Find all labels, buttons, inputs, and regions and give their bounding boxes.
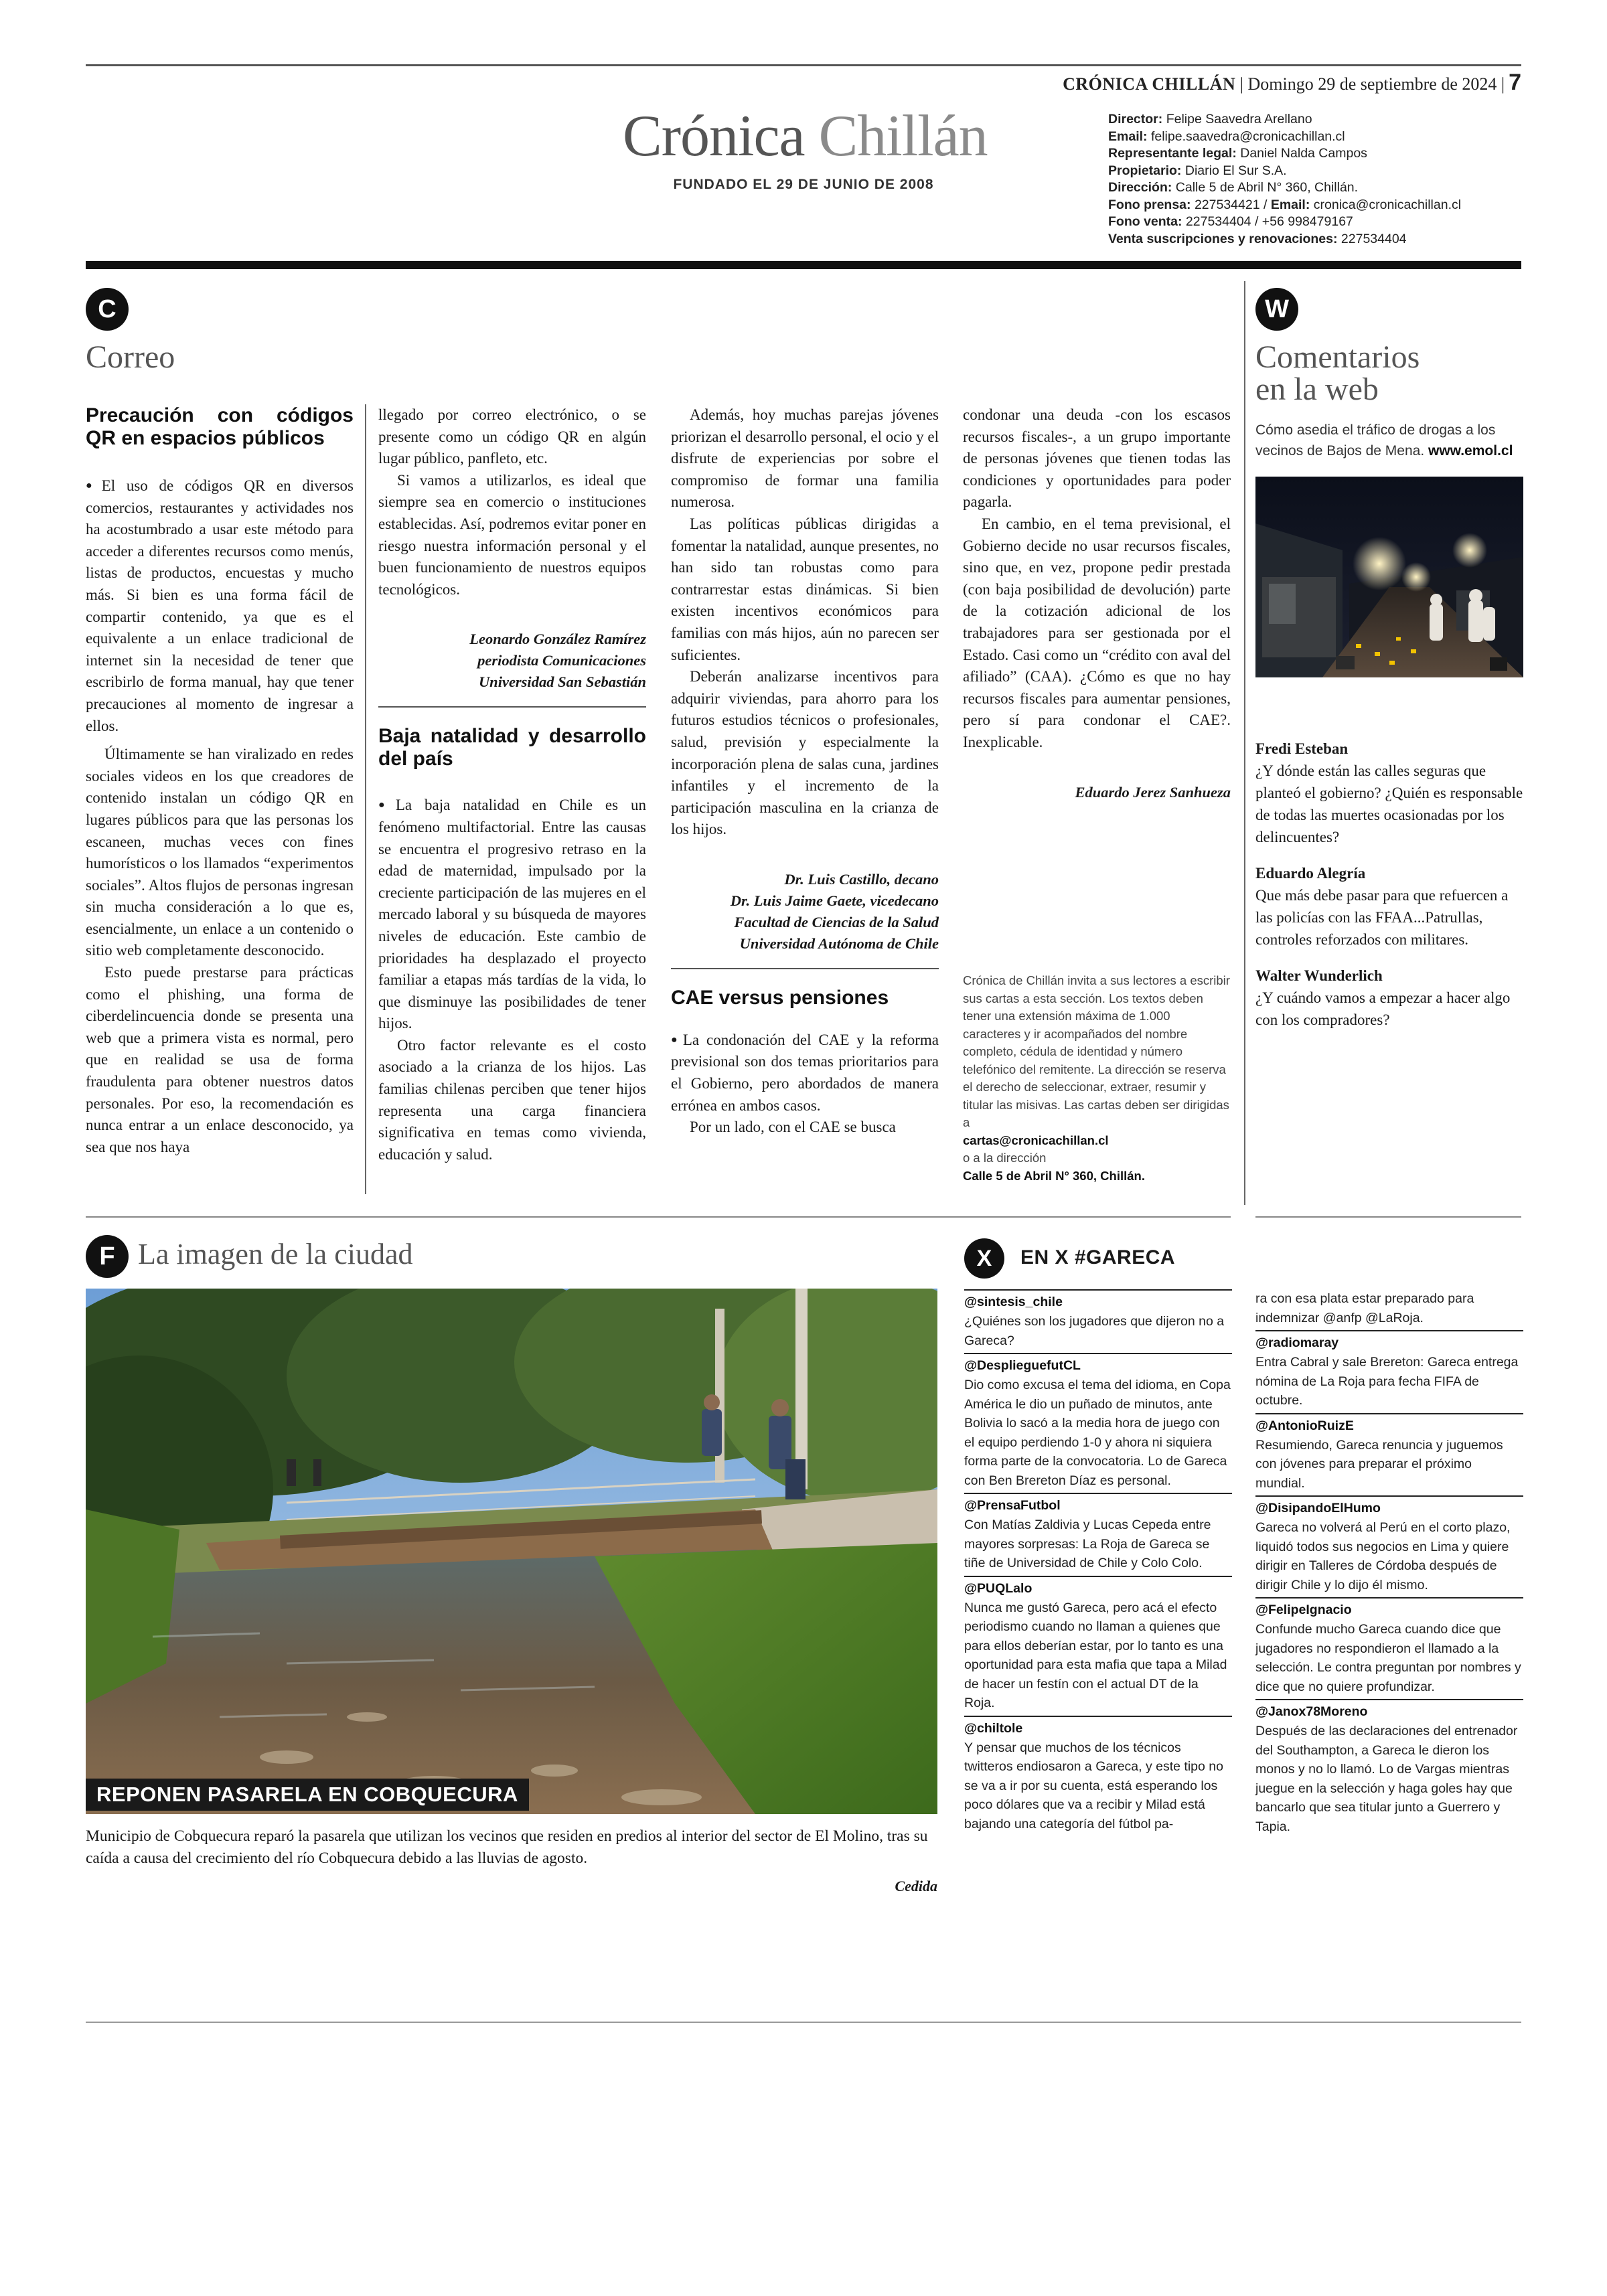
staff-row: [1108, 111, 1523, 129]
tweet-handle[interactable]: @DisipandoElHumo: [1255, 1495, 1523, 1518]
web-intro: [1255, 420, 1523, 461]
column-divider: [365, 404, 366, 1194]
letter-column-2: [378, 404, 646, 1165]
tweet-text: Entra Cabral y sale Brereton: Gareca entrega nómina de La Roja para fecha FIFA de octubre.: [1255, 1355, 1519, 1408]
web-comments: [1255, 738, 1523, 1031]
staff-email[interactable]: felipe.saavedra@cronicachillan.cl: [1150, 129, 1345, 144]
staff-value: 227534421 /: [1194, 197, 1268, 212]
web-source-link[interactable]: www.emol.cl: [1428, 443, 1513, 459]
signature-line: Leonardo González Ramírez: [469, 631, 646, 648]
tweet: [1255, 1597, 1523, 1696]
staff-row: [1108, 145, 1523, 163]
letter-paragraph: Además, hoy muchas parejas jóvenes priorizan el desarrollo personal, el ocio y el disfrute de experiencias por sobre el compromiso de formar una familia numerosa.: [671, 406, 939, 511]
tweet: [964, 1289, 1232, 1350]
signature-line: Universidad Autónoma de Chile: [739, 934, 939, 952]
tweet-column-2: [1255, 1289, 1523, 1839]
tweet-handle[interactable]: @FelipeIgnacio: [1255, 1597, 1523, 1620]
folio: [1063, 70, 1521, 96]
tweet: [964, 1576, 1232, 1713]
letter-paragraph: ● La condonación del CAE y la reforma previsional son dos temas prioritarios para el Gobierno, pero abordados de manera errónea en ambos casos.: [671, 1030, 939, 1117]
staff-row: [1108, 231, 1523, 248]
tweet-text: Después de las declaraciones del entrenador del Southampton, a Gareca le dieron los monos y no lo llamó. Lo de Vargas mientras juegue en la selección y haga goles hay que bancarlo que sea titular junto a Guerrero y Tapia.: [1255, 1724, 1518, 1834]
web-news-photo: [1255, 477, 1523, 677]
letters-address: Calle 5 de Abril N° 360, Chillán.: [963, 1168, 1145, 1183]
tweet-handle[interactable]: @PrensaFutbol: [964, 1493, 1232, 1515]
letter-column-4: [963, 404, 1231, 803]
staff-value: Felipe Saavedra Arellano: [1166, 112, 1312, 127]
masthead-title: [623, 104, 988, 169]
city-badge: F: [86, 1235, 129, 1278]
staff-box: [1108, 111, 1523, 248]
letter-paragraph: Otro factor relevante es el costo asociado a la crianza de los hijos. Las familias chilenas perciben que tener hijos representa una carga financiera significativa en temas como vivienda, educación y salud.: [378, 1036, 646, 1163]
tweet: [964, 1716, 1232, 1834]
staff-label: Venta suscripciones y renovaciones:: [1108, 231, 1338, 246]
comment-author: Eduardo Alegría: [1255, 865, 1366, 882]
tweet-handle[interactable]: @sintesis_chile: [964, 1289, 1232, 1312]
signature-line: Dr. Luis Jaime Gaete, vicedecano: [730, 892, 939, 909]
tweet-handle[interactable]: @AntonioRuizE: [1255, 1413, 1523, 1436]
letter-paragraph: Deberán analizarse incentivos para adquirir viviendas, para ahorro para los futuros estudios técnicos o profesionales, salud, previsión y especialmente la incorporación plena de salas cuna, jardines infantiles y el incremento de la participación masculina en la crianza de los hijos.: [671, 668, 939, 838]
folio-publication: CRÓNICA CHILLÁN: [1063, 74, 1236, 94]
letters-notice: [963, 972, 1231, 1185]
comment-author: Walter Wunderlich: [1255, 967, 1383, 984]
folio-date: Domingo 29 de septiembre de 2024: [1247, 74, 1497, 94]
staff-row: [1108, 129, 1523, 146]
staff-row: [1108, 179, 1523, 197]
letter-signature: [378, 629, 646, 693]
letter-paragraph: Si vamos a utilizarlos, es ideal que siempre sea en comercio o instituciones establecidas. Así, podremos evitar poner en riesgo nuestra información personal y el buen funcionamiento de nuestros equipos tecnológicos.: [378, 471, 646, 598]
tweet-text: Y pensar que muchos de los técnicos twitteros endiosaron a Gareca, y este tipo no se va a ir por su cuenta, está esperando los poco dólares que va a recibir y Milad está bajando una categoría del fútbol pa-: [964, 1740, 1223, 1831]
comment: [1255, 965, 1523, 1031]
web-title: [1255, 341, 1420, 406]
tweet-handle[interactable]: @radiomaray: [1255, 1330, 1523, 1353]
staff-label: Director:: [1108, 112, 1163, 127]
letter-column-1: [86, 404, 354, 1158]
staff-label: Fono prensa:: [1108, 197, 1191, 212]
photo-caption: Municipio de Cobquecura reparó la pasarela que utilizan los vecinos que residen en predios al interior del sector de El Molino, tras su caída a causa del crecimiento del río Cobquecura debido a las lluvias de agosto.: [86, 1827, 928, 1867]
staff-row: [1108, 163, 1523, 180]
founded-date: FUNDADO EL 29 DE JUNIO DE 2008: [673, 177, 934, 192]
signature-line: Facultad de Ciencias de la Salud: [734, 913, 939, 930]
web-title-line: Comentarios: [1255, 339, 1420, 375]
signature-line: periodista Comunicaciones: [477, 652, 646, 669]
letter-headline: Precaución con códigos QR en espacios públicos: [86, 404, 354, 449]
letter-separator: [378, 706, 646, 708]
night-street-photo: [1255, 477, 1523, 677]
tweet: [964, 1353, 1232, 1490]
letter-paragraph: Esto puede prestarse para prácticas como el phishing, una forma de ciberdelincuencia donde se presenta una web que a primera vista es normal, pero que en realidad se usa de forma fraudulenta para obtener nuestros datos personales. Por eso, la recomendación es nunca entrar a un enlace desconocido, ya sea que nos haya: [86, 964, 354, 1155]
letter-signature: [671, 869, 939, 955]
folio-separator: |: [1501, 74, 1505, 94]
web-title-line: en la web: [1255, 372, 1379, 407]
letters-email[interactable]: cartas@cronicachillan.cl: [963, 1133, 1109, 1147]
tweet-text: Gareca no volverá al Perú en el corto plazo, liquidó todos sus negocios en Lima y quiere dirigir en Talleres de Córdoba después de dirigir Chile y lo dijo él mismo.: [1255, 1520, 1511, 1592]
photo-credit: Cedida: [895, 1878, 937, 1894]
staff-value: 227534404: [1341, 231, 1407, 246]
staff-value: Calle 5 de Abril N° 360, Chillán.: [1175, 180, 1359, 195]
letter-paragraph: Las políticas públicas dirigidas a fomentar la natalidad, aunque presentes, no han sido tan robustas como para contrarrestar estas dinámicas. Si bien existen incentivos económicos para familias con más hijos, aún no parecen ser suficientes.: [671, 515, 939, 663]
tweet: [1255, 1495, 1523, 1594]
staff-label: Email:: [1108, 129, 1148, 144]
staff-label: Fono venta:: [1108, 214, 1182, 229]
letter-column-3: [671, 404, 939, 1139]
tweet-text: Resumiendo, Gareca renuncia y juguemos con jóvenes para preparar el próximo mundial.: [1255, 1437, 1503, 1491]
letter-headline: Baja natalidad y desarrollo del país: [378, 725, 646, 770]
staff-row: [1108, 214, 1523, 231]
correo-badge: C: [86, 288, 129, 331]
comment-text: ¿Y dónde están las calles seguras que planteó el gobierno? ¿Quién es responsable de todas las muertes ocasionadas por los delincuentes?: [1255, 762, 1523, 845]
photo-banner: REPONEN PASARELA EN COBQUECURA: [86, 1779, 529, 1811]
river-footbridge-photo: [86, 1289, 937, 1814]
letter-paragraph: Por un lado, con el CAE se busca: [690, 1119, 896, 1136]
tweet-continuation: ra con esa plata estar preparado para indemnizar @anfp @LaRoja.: [1255, 1291, 1474, 1325]
tweet-text: ¿Quiénes son los jugadores que dijeron no a Gareca?: [964, 1314, 1225, 1348]
staff-value: Diario El Sur S.A.: [1184, 163, 1287, 178]
tweet: [964, 1493, 1232, 1573]
masthead-title-second: Chillán: [818, 104, 988, 169]
comment: [1255, 738, 1523, 848]
letter-paragraph: En cambio, en el tema previsional, el Gobierno decide no usar recursos fiscales, sino que, en vez, propone pedir prestada (con baja posibilidad de devolución) parte de la cotización adicional de los trabajadores para ser gestionada por el Estado. Casi como un “crédito con aval del afiliado” (CAA). ¿Cómo es que no hay recursos fiscales para aumentar pensiones, pero sí para condonar el CAE?. Inexplicable.: [963, 515, 1231, 750]
staff-email[interactable]: cronica@cronicachillan.cl: [1313, 197, 1462, 212]
tweet-text: Dio como excusa el tema del idioma, en Copa América le dio un puñado de minutos, ante Bolivia lo sacó a la media hora de juego con el equipo perdiendo 1-0 y ahora ni siquiera forma parte de la convocatoria. Lo de Gareca con Ben Brereton Díaz es personal.: [964, 1378, 1231, 1488]
bottom-rule: [86, 2022, 1521, 2023]
letter-paragraph: condonar una deuda -con los escasos recursos fiscales-, a un grupo importante de personas jóvenes que tienen todas las condiciones y oportunidades para poder pagarla.: [963, 406, 1231, 511]
letter-paragraph: ● El uso de códigos QR en diversos comercios, restaurantes y actividades nos ha acostumbrado a usar este método para acceder a diferentes recursos como menús, listas de productos, encuestas y mucho más. Si bien es una forma fácil de compartir contenido, ya que es el equivalente a un enlace tradicional de internet sin la necesidad de tener que escribirlo de forma manual, hay que tener precauciones al momento de ingresar a ellos.: [86, 475, 354, 737]
staff-value: 227534404 / +56 998479167: [1185, 214, 1353, 229]
notice-text: Crónica de Chillán invita a sus lectores a escribir sus cartas a esta sección. Los textos deben tener una extensión máxima de 1.000 caracteres y ir acompañados del nombre completo, cédula de identidad y número telefónico del remitente. La dirección se reserva el derecho de seleccionar, extraer, resumir y titular las misivas. Las cartas deben ser dirigidas a: [963, 973, 1230, 1129]
comment: [1255, 863, 1523, 951]
staff-label: Dirección:: [1108, 180, 1172, 195]
masthead-rule: [86, 261, 1521, 269]
folio-separator: |: [1239, 74, 1248, 94]
letter-paragraph: Últimamente se han viralizado en redes sociales videos en los que creadores de contenido instalan un código QR en lugares públicos para que las personas los escaneen, muchas veces con fines humorísticos o los llamados “experimentos sociales”. Altos flujos de personas ingresan sin mucha consideración a lo que es, esencialmente, un enlace a un contenido o sitio web completamente desconocido.: [86, 746, 354, 959]
letter-paragraph: ● La baja natalidad en Chile es un fenómeno multifactorial. Entre las causas se encuentra el progresivo retraso en la edad de maternidad, impulsado por la creciente participación de las mujeres en el mercado laboral y su búsqueda de mayores niveles de educación. Este cambio de prioridades ha desplazado el proyecto familiar a etapas más tardías de la vida, lo que disminuye las posibilidades de tener hijos.: [378, 795, 646, 1035]
comment-text: ¿Y cuándo vamos a empezar a hacer algo con los compradores?: [1255, 989, 1511, 1028]
web-badge: W: [1255, 288, 1298, 331]
tweet-text: Nunca me gustó Gareca, pero acá el efecto periodismo cuando no llaman a quienes que para ellos deberían estar, por lo tanto es una oportunidad para esta mafia que tapa a Milad de hacer un festín con el actual DT de la Roja.: [964, 1600, 1227, 1710]
notice-or-text: o a la dirección: [963, 1151, 1047, 1165]
tweet-handle[interactable]: @DesplieguefutCL: [964, 1353, 1232, 1376]
sidebar-divider: [1244, 281, 1245, 1205]
letter-separator: [671, 968, 939, 969]
signature-line: Dr. Luis Castillo, decano: [784, 870, 939, 888]
tweet: [1255, 1413, 1523, 1493]
tweet: [1255, 1330, 1523, 1410]
staff-label: Propietario:: [1108, 163, 1182, 178]
web-intro-text: Cómo asedia el tráfico de drogas a los vecinos de Bajos de Mena.: [1255, 422, 1496, 459]
masthead: [623, 104, 988, 193]
tweet-handle[interactable]: @chiltole: [964, 1716, 1232, 1738]
section-separator: [1255, 1216, 1521, 1218]
page-number: 7: [1509, 70, 1521, 95]
comment-author: Fredi Esteban: [1255, 740, 1349, 757]
masthead-title-first: Crónica: [623, 104, 805, 169]
comment-text: Que más debe pasar para que refuercen a las policías con las FFAA...Patrullas, controles reforzados con militares.: [1255, 887, 1509, 948]
letter-signature: [963, 782, 1231, 803]
letter-headline: CAE versus pensiones: [671, 986, 889, 1009]
x-badge: X: [964, 1238, 1004, 1279]
top-rule: [86, 64, 1521, 66]
tweet: [1255, 1699, 1523, 1836]
tweet-handle[interactable]: @Janox78Moreno: [1255, 1699, 1523, 1722]
staff-row: [1108, 197, 1523, 214]
staff-label: Representante legal:: [1108, 146, 1237, 161]
tweet-text: Confunde mucho Gareca cuando dice que jugadores no respondieron el llamado a la selección. Le contra preguntan por nombres y dice que no quiere profundizar.: [1255, 1622, 1521, 1694]
staff-label: Email:: [1270, 197, 1310, 212]
tweet-handle[interactable]: @PUQLalo: [964, 1576, 1232, 1598]
section-separator: [86, 1216, 1231, 1218]
signature-line: Universidad San Sebastián: [478, 673, 646, 691]
tweet-column-1: [964, 1289, 1232, 1836]
staff-value: Daniel Nalda Campos: [1240, 146, 1367, 161]
x-title: EN X #GARECA: [1020, 1246, 1176, 1268]
signature-line: Eduardo Jerez Sanhueza: [1075, 783, 1231, 801]
correo-title: Correo: [86, 339, 175, 375]
city-photo: [86, 1289, 937, 1814]
city-title: La imagen de la ciudad: [138, 1238, 413, 1270]
tweet-text: Con Matías Zaldivia y Lucas Cepeda entre mayores sorpresas: La Roja de Gareca se tiñe de Universidad de Chile y Colo Colo.: [964, 1518, 1211, 1570]
letter-paragraph: llegado por correo electrónico, o se presente como un código QR en algún lugar público, panfleto, etc.: [378, 406, 646, 467]
